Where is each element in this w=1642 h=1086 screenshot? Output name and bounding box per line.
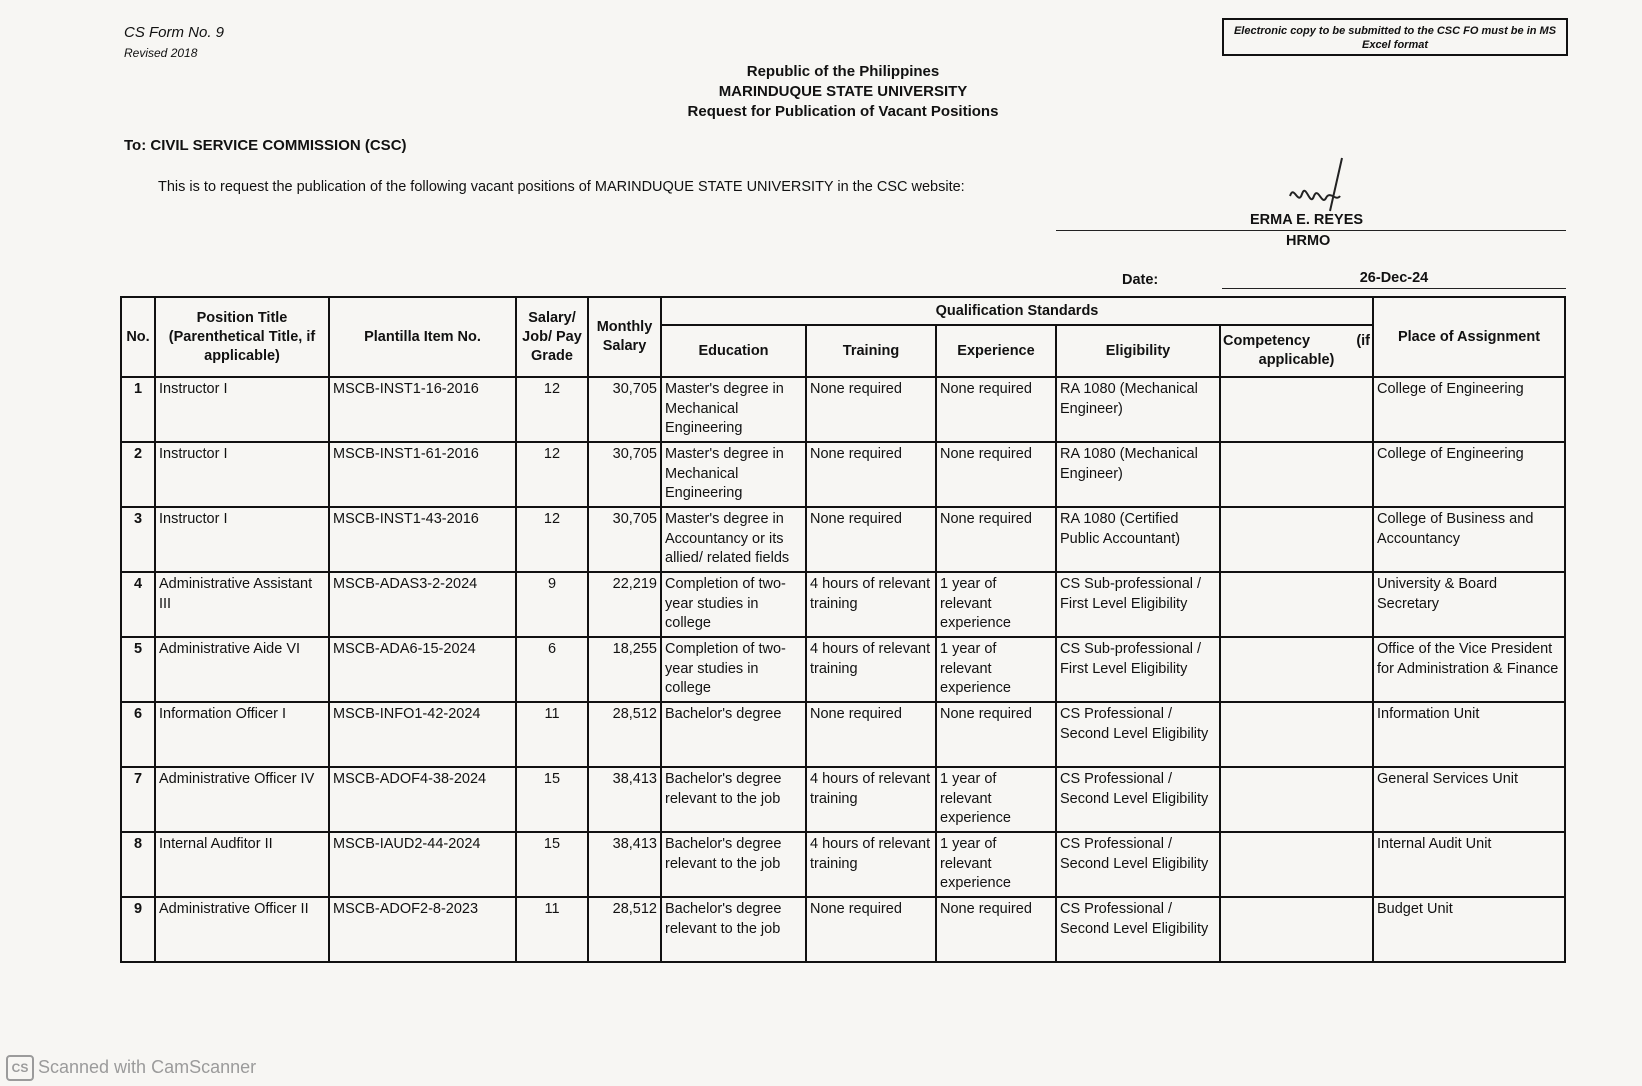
cell-training: None required: [806, 507, 936, 572]
cell-position-title: Instructor I: [155, 377, 329, 442]
cell-competency: [1220, 377, 1373, 442]
cell-grade: 9: [516, 572, 588, 637]
cell-training: None required: [806, 702, 936, 767]
cell-education: Completion of two-year studies in college: [661, 637, 806, 702]
cell-education: Master's degree in Mechanical Engineering: [661, 442, 806, 507]
cell-grade: 12: [516, 442, 588, 507]
cell-position-title: Information Officer I: [155, 702, 329, 767]
cell-grade: 11: [516, 702, 588, 767]
cell-training: None required: [806, 377, 936, 442]
cell-training: None required: [806, 897, 936, 962]
date-label: Date:: [1122, 272, 1159, 288]
header-position-title: Position Title (Parenthetical Title, if applicable): [155, 297, 329, 377]
table-row: [121, 572, 1565, 637]
cell-place-of-assignment: Internal Audit Unit: [1373, 832, 1565, 897]
header-monthly-salary: Monthly Salary: [588, 297, 661, 377]
table-row: [121, 767, 1565, 832]
cell-monthly-salary: 18,255: [588, 637, 661, 702]
cell-plantilla-item: MSCB-INST1-43-2016: [329, 507, 516, 572]
cell-grade: 15: [516, 767, 588, 832]
table-row: [121, 442, 1565, 507]
cell-monthly-salary: 28,512: [588, 702, 661, 767]
cell-eligibility: RA 1080 (Mechanical Engineer): [1056, 442, 1220, 507]
cell-experience: None required: [936, 897, 1056, 962]
cell-no: 2: [121, 442, 155, 507]
cell-monthly-salary: 22,219: [588, 572, 661, 637]
cell-position-title: Instructor I: [155, 442, 329, 507]
cell-competency: [1220, 897, 1373, 962]
cell-no: 9: [121, 897, 155, 962]
cell-monthly-salary: 28,512: [588, 897, 661, 962]
cell-competency: [1220, 442, 1373, 507]
form-revision: Revised 2018: [124, 46, 198, 60]
cell-plantilla-item: MSCB-ADOF4-38-2024: [329, 767, 516, 832]
cell-competency: [1220, 507, 1373, 572]
document-header: [0, 62, 1642, 122]
camscanner-logo-icon: CS: [6, 1055, 34, 1081]
cell-no: 5: [121, 637, 155, 702]
cell-training: 4 hours of relevant training: [806, 572, 936, 637]
cell-experience: None required: [936, 377, 1056, 442]
table-body: [121, 377, 1565, 962]
cell-plantilla-item: MSCB-INFO1-42-2024: [329, 702, 516, 767]
cell-training: None required: [806, 442, 936, 507]
camscanner-watermark: [6, 1055, 256, 1081]
cell-plantilla-item: MSCB-INST1-61-2016: [329, 442, 516, 507]
cell-experience: 1 year of relevant experience: [936, 572, 1056, 637]
cell-monthly-salary: 30,705: [588, 507, 661, 572]
cell-place-of-assignment: Information Unit: [1373, 702, 1565, 767]
header-plantilla: Plantilla Item No.: [329, 297, 516, 377]
addressee: To: CIVIL SERVICE COMMISSION (CSC): [124, 137, 407, 154]
cell-education: Master's degree in Accountancy or its allied/ related fields: [661, 507, 806, 572]
cell-education: Master's degree in Mechanical Engineering: [661, 377, 806, 442]
camscanner-text: Scanned with CamScanner: [38, 1056, 257, 1077]
header-no: No.: [121, 297, 155, 377]
cell-plantilla-item: MSCB-IAUD2-44-2024: [329, 832, 516, 897]
cell-monthly-salary: 38,413: [588, 832, 661, 897]
cell-place-of-assignment: College of Business and Accountancy: [1373, 507, 1565, 572]
cell-experience: 1 year of relevant experience: [936, 767, 1056, 832]
cell-no: 6: [121, 702, 155, 767]
cell-plantilla-item: MSCB-ADA6-15-2024: [329, 637, 516, 702]
header-experience: Experience: [936, 325, 1056, 377]
cell-eligibility: RA 1080 (Mechanical Engineer): [1056, 377, 1220, 442]
cell-plantilla-item: MSCB-ADOF2-8-2023: [329, 897, 516, 962]
header-competency-label: Competency: [1223, 333, 1311, 349]
cell-position-title: Administrative Assistant III: [155, 572, 329, 637]
table-row: [121, 507, 1565, 572]
date-value: 26-Dec-24: [1222, 270, 1566, 289]
cell-place-of-assignment: College of Engineering: [1373, 442, 1565, 507]
cell-place-of-assignment: Office of the Vice President for Administration & Finance: [1373, 637, 1565, 702]
signatory-name: ERMA E. REYES: [1250, 212, 1364, 228]
intro-text: This is to request the publication of the following vacant positions of MARINDUQUE STATE UNIVERSITY in the CSC website:: [158, 179, 965, 195]
table-row: [121, 637, 1565, 702]
cell-monthly-salary: 30,705: [588, 377, 661, 442]
cell-experience: None required: [936, 702, 1056, 767]
header-request-title: Request for Publication of Vacant Positions: [687, 103, 999, 120]
cell-position-title: Administrative Officer IV: [155, 767, 329, 832]
cell-training: 4 hours of relevant training: [806, 637, 936, 702]
cell-training: 4 hours of relevant training: [806, 767, 936, 832]
signature-line: [1056, 230, 1566, 231]
header-place-of-assignment: Place of Assignment: [1373, 297, 1565, 377]
cell-position-title: Instructor I: [155, 507, 329, 572]
table-row: [121, 377, 1565, 442]
cell-experience: None required: [936, 507, 1056, 572]
header-grade: Salary/ Job/ Pay Grade: [516, 297, 588, 377]
cell-education: Bachelor's degree: [661, 702, 806, 767]
header-republic: Republic of the Philippines: [746, 63, 940, 80]
signatory-title: HRMO: [1286, 233, 1331, 249]
table-row: [121, 832, 1565, 897]
cell-competency: [1220, 637, 1373, 702]
cell-place-of-assignment: Budget Unit: [1373, 897, 1565, 962]
cell-grade: 15: [516, 832, 588, 897]
cell-experience: None required: [936, 442, 1056, 507]
cell-education: Completion of two-year studies in college: [661, 572, 806, 637]
header-university: MARINDUQUE STATE UNIVERSITY: [718, 83, 968, 100]
header-competency: [1220, 325, 1373, 377]
cell-education: Bachelor's degree relevant to the job: [661, 897, 806, 962]
cell-grade: 11: [516, 897, 588, 962]
header-eligibility: Eligibility: [1056, 325, 1220, 377]
cell-position-title: Internal Audfitor II: [155, 832, 329, 897]
cell-eligibility: CS Professional / Second Level Eligibility: [1056, 702, 1220, 767]
cell-competency: [1220, 832, 1373, 897]
cell-no: 4: [121, 572, 155, 637]
cell-place-of-assignment: University & Board Secretary: [1373, 572, 1565, 637]
electronic-copy-note: Electronic copy to be submitted to the CSC FO must be in MS Excel format: [1222, 18, 1568, 56]
cell-eligibility: CS Professional / Second Level Eligibility: [1056, 832, 1220, 897]
cell-no: 8: [121, 832, 155, 897]
header-competency-suffix: (if: [1356, 333, 1370, 349]
cell-position-title: Administrative Officer II: [155, 897, 329, 962]
table-row: [121, 702, 1565, 767]
cell-competency: [1220, 702, 1373, 767]
cell-no: 7: [121, 767, 155, 832]
header-competency-line2: applicable): [1258, 352, 1335, 368]
cell-education: Bachelor's degree relevant to the job: [661, 767, 806, 832]
form-number: CS Form No. 9: [124, 24, 225, 41]
vacant-positions-table: [120, 296, 1566, 963]
cell-eligibility: CS Professional / Second Level Eligibility: [1056, 897, 1220, 962]
cell-competency: [1220, 767, 1373, 832]
cell-position-title: Administrative Aide VI: [155, 637, 329, 702]
table-row: [121, 897, 1565, 962]
cell-grade: 12: [516, 507, 588, 572]
cell-place-of-assignment: General Services Unit: [1373, 767, 1565, 832]
cell-no: 1: [121, 377, 155, 442]
cell-monthly-salary: 30,705: [588, 442, 661, 507]
cell-place-of-assignment: College of Engineering: [1373, 377, 1565, 442]
cell-grade: 6: [516, 637, 588, 702]
cell-experience: 1 year of relevant experience: [936, 637, 1056, 702]
cell-eligibility: CS Sub-professional / First Level Eligibility: [1056, 572, 1220, 637]
cell-no: 3: [121, 507, 155, 572]
cell-eligibility: CS Professional / Second Level Eligibility: [1056, 767, 1220, 832]
cell-eligibility: CS Sub-professional / First Level Eligibility: [1056, 637, 1220, 702]
header-qualification-standards: Qualification Standards: [661, 297, 1373, 325]
cell-competency: [1220, 572, 1373, 637]
cell-experience: 1 year of relevant experience: [936, 832, 1056, 897]
cell-plantilla-item: MSCB-INST1-16-2016: [329, 377, 516, 442]
cell-monthly-salary: 38,413: [588, 767, 661, 832]
cell-training: 4 hours of relevant training: [806, 832, 936, 897]
header-training: Training: [806, 325, 936, 377]
cell-grade: 12: [516, 377, 588, 442]
cell-plantilla-item: MSCB-ADAS3-2-2024: [329, 572, 516, 637]
header-education: Education: [661, 325, 806, 377]
cell-eligibility: RA 1080 (Certified Public Accountant): [1056, 507, 1220, 572]
cell-education: Bachelor's degree relevant to the job: [661, 832, 806, 897]
